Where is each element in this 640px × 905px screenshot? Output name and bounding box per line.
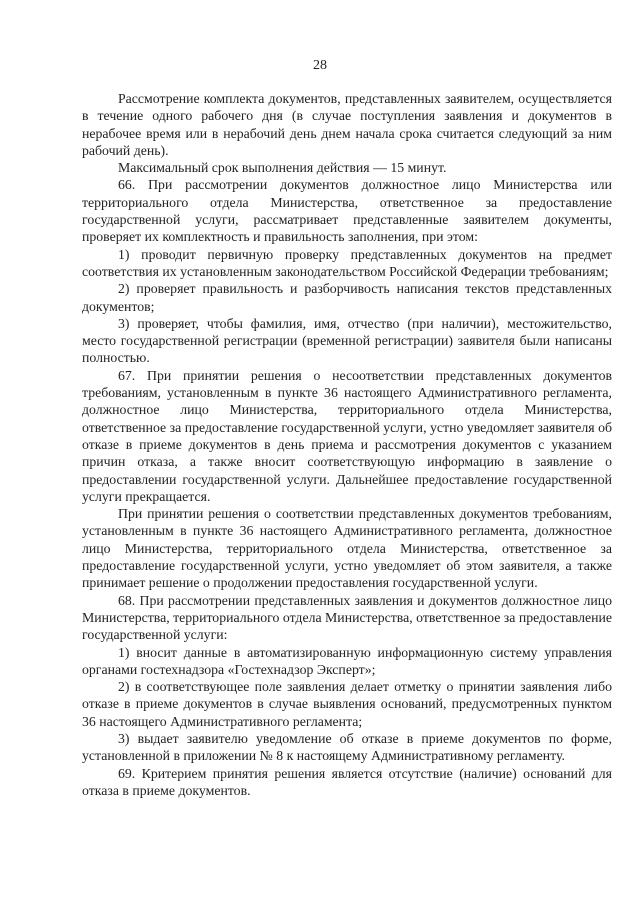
paragraph-67-continued: При принятии решения о соответствии представленных документов требованиям, установленным в пункте 36 настоящего Административного регламента, должностное лицо Министерства, территориального отдела Министерства, ответственное за предоставление государственной услуги, устно уведомляет об этом заявителя, а также принимает решение о продолжении предоставления государственной услуги.	[82, 506, 612, 591]
paragraph-68-item-2: 2) в соответствующее поле заявления делает отметку о принятии заявления либо отказе в приеме документов в случае выявления оснований, предусмотренных пунктом 36 настоящего Административного регламента;	[82, 679, 612, 729]
page-number: 28	[313, 58, 327, 73]
paragraph-66: 66. При рассмотрении документов должностное лицо Министерства или территориального отдела Министерства, ответственное за предоставление государственной услуги, рассматривает представленные заявителем документы, проверяет их комплектность и правильность заполнения, при этом:	[82, 177, 612, 245]
paragraph-67: 67. При принятии решения о несоответствии представленных документов требованиям, установленным в пункте 36 настоящего Административного регламента, должностное лицо Министерства, территориального отдела Министерства, ответственное за предоставление государственной услуги, устно уведомляет заявителя об отказе в приеме документов в день приема и рассмотрения документов с указанием причин отказа, а также вносит соответствующую информацию в заявление о предоставлении государственной услуги. Дальнейшее предоставление государственной услуги прекращается.	[82, 367, 612, 504]
paragraph-66-item-1: 1) проводит первичную проверку представленных документов на предмет соответствия их установленным законодательством Российской Федерации требованиям;	[82, 246, 612, 279]
paragraph-68: 68. При рассмотрении представленных заявления и документов должностное лицо Министерства, территориального отдела Министерства, ответственное за предоставление государственной услуги:	[82, 592, 612, 643]
paragraph-69: 69. Критерием принятия решения является отсутствие (наличие) оснований для отказа в приеме документов.	[82, 765, 612, 798]
paragraph-max-term: Максимальный срок выполнения действия — 15 минут.	[118, 160, 447, 176]
paragraph-review-term: Рассмотрение комплекта документов, представленных заявителем, осуществляется в течение одного рабочего дня (в случае поступления заявления и документов в нерабочее время или в нерабочий день днем начала срока считается следующий за ним рабочий день).	[82, 91, 612, 158]
paragraph-66-item-3: 3) проверяет, чтобы фамилия, имя, отчество (при наличии), местожительство, место государственной регистрации (временной регистрации) заявителя были написаны полностью.	[82, 315, 612, 366]
document-body	[82, 90, 612, 799]
paragraph-68-item-1: 1) вносит данные в автоматизированную информационную систему управления органами гостехнадзора «Гостехнадзор Эксперт»;	[82, 644, 612, 677]
paragraph-66-item-2: 2) проверяет правильность и разборчивость написания текстов представленных документов;	[82, 281, 612, 314]
paragraph-68-item-3: 3) выдает заявителю уведомление об отказе в приеме документов по форме, установленной в приложении № 8 к настоящему Административному регламенту.	[82, 730, 612, 764]
